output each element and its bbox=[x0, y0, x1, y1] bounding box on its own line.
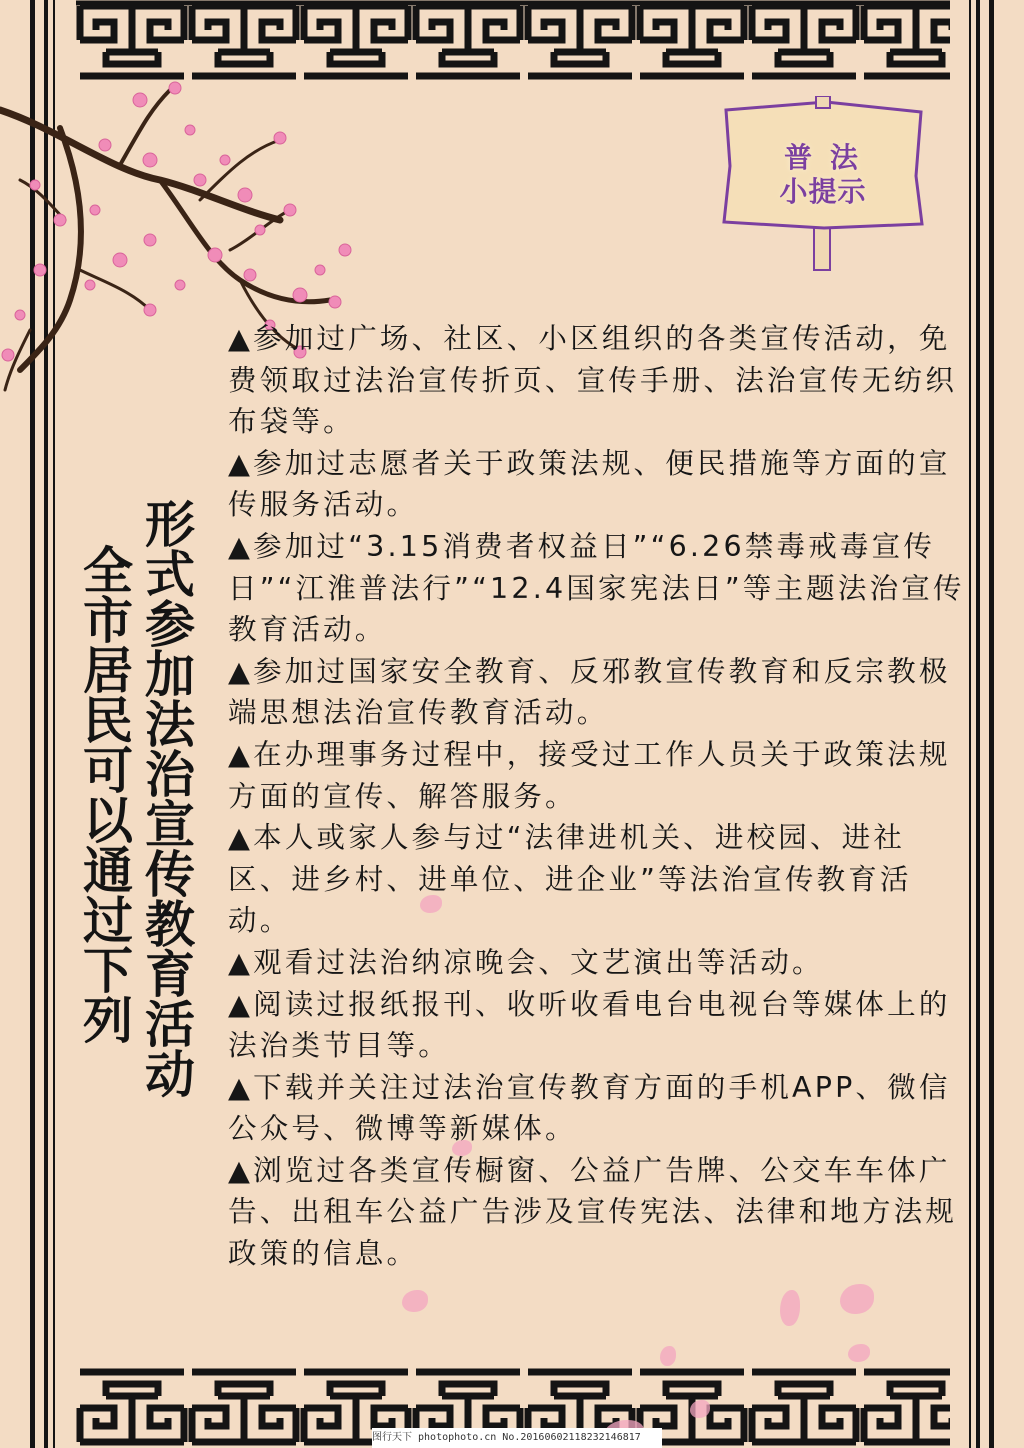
sign-label-line2: 小提示 bbox=[779, 175, 867, 208]
list-item: ▲参加过“3.15消费者权益日”“6.26禁毒戒毒宣传日”“江淮普法行”“12.4国家宪法日”等主题法治宣传教育活动。 bbox=[228, 529, 965, 647]
list-item: ▲本人或家人参与过“法律进机关、进校园、进社区、进乡村、进单位、进企业”等法治宣传教育活动。 bbox=[228, 821, 912, 938]
title-column-right: 形式参加法治宣传教育活动 bbox=[137, 498, 196, 1098]
petal bbox=[660, 1346, 676, 1366]
frame-right-outer bbox=[989, 0, 994, 1448]
list-item: ▲浏览过各类宣传橱窗、公益广告牌、公交车车体广告、出租车公益广告涉及宣传宪法、法律和地方法规政策的信息。 bbox=[228, 1153, 958, 1271]
petal bbox=[840, 1284, 874, 1314]
petal bbox=[848, 1344, 870, 1362]
watermark-footer: 图行天下 photophoto.cn No.20160602118232146817 bbox=[372, 1428, 662, 1448]
petal bbox=[780, 1290, 800, 1326]
petal bbox=[402, 1290, 428, 1312]
frame-right-inner bbox=[976, 0, 980, 1448]
list-item: ▲在办理事务过程中，接受过工作人员关于政策法规方面的宣传、解答服务。 bbox=[228, 737, 951, 813]
list-item: ▲下载并关注过法治宣传教育方面的手机APP、微信公众号、微博等新媒体。 bbox=[228, 1070, 951, 1146]
sign-label-line1: 普 法 bbox=[784, 141, 862, 174]
list-item: ▲参加过国家安全教育、反邪教宣传教育和反宗教极端思想法治宣传教育活动。 bbox=[228, 654, 951, 730]
content-list bbox=[228, 318, 968, 1275]
title-column-left: 全市居民可以通过下列 bbox=[75, 544, 134, 1044]
list-item: ▲参加过志愿者关于政策法规、便民措施等方面的宣传服务活动。 bbox=[228, 446, 951, 522]
list-item: ▲观看过法治纳凉晚会、文艺演出等活动。 bbox=[228, 945, 824, 979]
list-item: ▲阅读过报纸报刊、收听收看电台电视台等媒体上的法治类节目等。 bbox=[228, 987, 951, 1063]
frame-right-inner2 bbox=[969, 0, 971, 1448]
list-item: ▲参加过广场、社区、小区组织的各类宣传活动，免费领取过法治宣传折页、宣传手册、法治宣传无纺织布袋等。 bbox=[228, 322, 958, 439]
